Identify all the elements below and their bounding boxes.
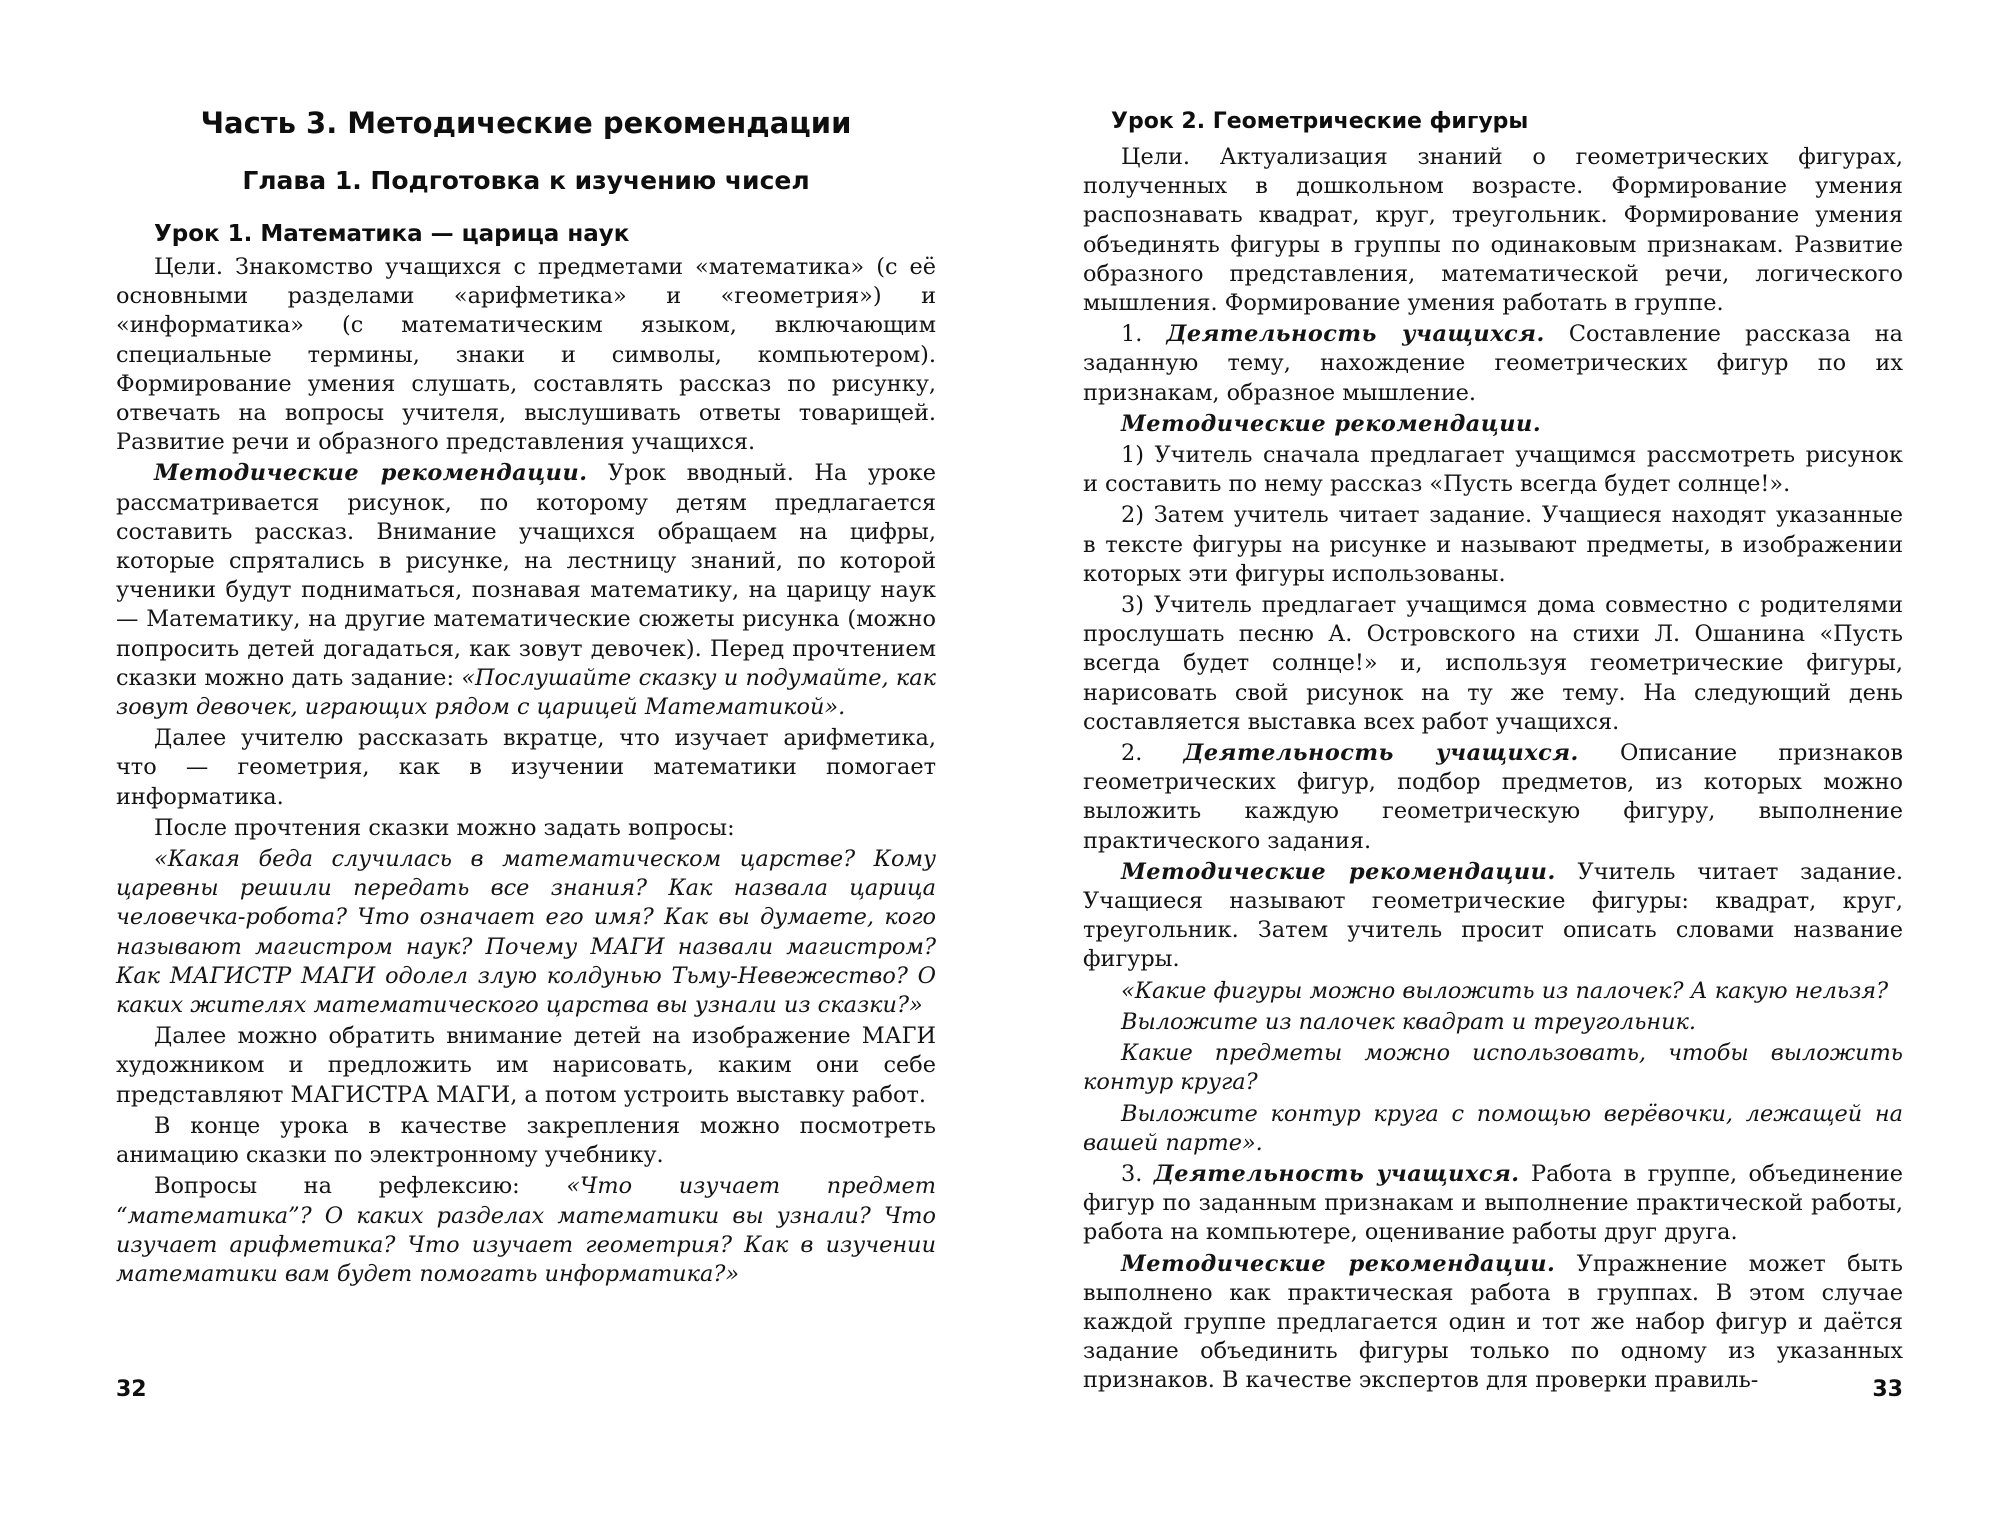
left-body-text [116,253,936,1291]
magi-paragraph: Далее можно обратить внимание детей на изображение МАГИ художником и предложить им нарисовать, каким они себе представляют МАГИСТРА МАГИ, а потом устроить выставку работ. [116,1023,936,1108]
activity-2-number: 2. [1121,740,1184,767]
activity-1-text: Составление рассказа на заданную тему, нахождение геометрических фигур по их признакам, образное мышление. [1083,321,1904,406]
questions-intro: После прочтения сказки можно задать вопросы: [154,814,735,841]
lesson-2-title: Урок 2. Геометрические фигуры [1111,109,1529,134]
quote-line-2: Выложите из палочек квадрат и треугольник. [1121,1008,1697,1035]
goals-paragraph: Цели. Знакомство учащихся с предметами «математика» (с её основными разделами «арифметика» и «геометрия») и «информатика» (с математическим языком, включающим специальные термины, знаки и символы, компьютером). Формирование умения слушать, составлять рассказ по рисунку, отвечать на вопросы учителя, выслушивать ответы товарищей. Развитие речи и образного представления учащихся. [116,254,936,456]
activity-1-number: 1. [1121,321,1167,348]
method-3-label: Методические рекомендации. [1121,1250,1556,1277]
method-1-item-3: 3) Учитель предлагает учащимся дома совместно с родителями прослушать песню А. Островского на стихи Л. Ошанина «Пусть всегда будет солнце!» и, используя геометрические фигуры, нарисовать свой рисунок на ту же тему. На следующий день составляется выставка всех работ учащихся. [1083,592,1903,735]
lesson-1-title: Урок 1. Математика — царица наук [154,221,630,247]
method-paragraph [116,459,936,722]
method-quote: «Послушайте сказку и подумайте, как зовут девочек, играющих рядом с царицей Математикой». [116,664,936,721]
method-1-item-2: 2) Затем учитель читает задание. Учащиеся находят указанные в тексте фигуры на рисунке и называют предметы, в изображении которых эти фигуры использованы. [1083,502,1903,587]
reflection-paragraph [116,1172,936,1289]
activity-3-number: 3. [1121,1160,1154,1187]
arithmetic-paragraph: Далее учителю рассказать вкратце, что изучает арифметика, что — геометрия, как в изучении математики помогает информатика. [116,725,936,810]
activity-2-label: Деятельность учащихся. [1183,740,1579,767]
goals-paragraph: Цели. Актуализация знаний о геометрических фигурах, полученных в дошкольном возрасте. Формирование умения распознавать квадрат, круг, треугольник. Формирование умения объединять фигуры в группы по одинаковым признакам. Развитие образного представления, математической речи, логического мышления. Формирование умения работать в группе. [1083,144,1903,317]
reflection-text: Вопросы на рефлексию: [154,1173,567,1200]
method-3 [1083,1250,1903,1396]
activity-3-label: Деятельность учащихся. [1153,1160,1520,1187]
part-title: Часть 3. Методические рекомендации [200,106,852,140]
activity-3-text: Работа в группе, объединение фигур по заданным признакам и выполнение практической работы, работа на компьютере, оценивание работы друг друга. [1083,1160,1904,1246]
right-body-text [1083,143,1903,1398]
activity-2-text: Описание признаков геометрических фигур, подбор предметов, из которых можно выложить каждую геометрическую фигуру, выполнение практического задания. [1083,740,1903,854]
method-1-label: Методические рекомендации. [1121,410,1542,437]
animation-paragraph: В конце урока в качестве закрепления можно посмотреть анимацию сказки по электронному учебнику. [116,1112,936,1169]
method-2 [1083,858,1903,975]
page-number-right: 33 [1872,1377,1903,1402]
quote-line-1: «Какие фигуры можно выложить из палочек? А какую нельзя? [1121,977,1889,1004]
quote-line-3: Какие предметы можно использовать, чтобы выложить контур круга? [1083,1040,1903,1096]
chapter-title: Глава 1. Подготовка к изучению чисел [242,166,810,195]
activity-1 [1083,320,1903,408]
method-2-label: Методические рекомендации. [1121,858,1556,885]
method-1-item-1: 1) Учитель сначала предлагает учащимся рассмотреть рисунок и составить по нему рассказ «Пусть всегда будет солнце!». [1083,442,1903,498]
reflection-quote: «Что изучает предмет “математика”? О каких разделах математики вы узнали? Что изучает арифметика? Что изучает геометрия? Как в изучении математики вам будет помогать информатика?» [116,1173,936,1287]
quote-line-4: Выложите контур круга с помощью верёвочки, лежащей на вашей парте». [1083,1100,1903,1156]
method-label: Методические рекомендации. [154,460,588,487]
method-3-text: Упражнение может быть выполнено как практическая работа в группах. В этом случае каждой группе предлагается один и тот же набор фигур и даётся задание объединить фигуры только по одному из указанных признаков. В качестве экспертов для проверки правиль- [1083,1250,1903,1394]
page-number-left: 32 [116,1377,147,1402]
method-text: Урок вводный. На уроке рассматривается рисунок, по которому детям предлагается составить рассказ. Внимание учащихся обращаем на цифры, которые спрятались в рисунке, на лестницу знаний, по которой ученики будут подниматься, познавая математику, на царицу наук — Математику, на другие математические сюжеты рисунка (можно попросить детей догадаться, как зовут девочек). Перед прочтением сказки можно дать задание: [116,460,936,691]
activity-3 [1083,1160,1903,1248]
activity-2 [1083,739,1903,856]
questions-quote: «Какая беда случилась в математическом царстве? Кому царевны решили передать все знания? Как назвала царица человечка-робота? Что означает его имя? Как вы думаете, кого называют магистром наук? Почему МАГИ назвали магистром? Как МАГИСТР МАГИ одолел злую колдунью Тьму-Невежество? О каких жителях математического царства вы узнали из сказки?» [116,846,936,1019]
activity-1-label: Деятельность учащихся. [1166,321,1545,348]
method-2-text: Учитель читает задание. Учащиеся называют геометрические фигуры: квадрат, круг, треугольник. Затем учитель просит описать словами название фигуры. [1083,858,1903,973]
